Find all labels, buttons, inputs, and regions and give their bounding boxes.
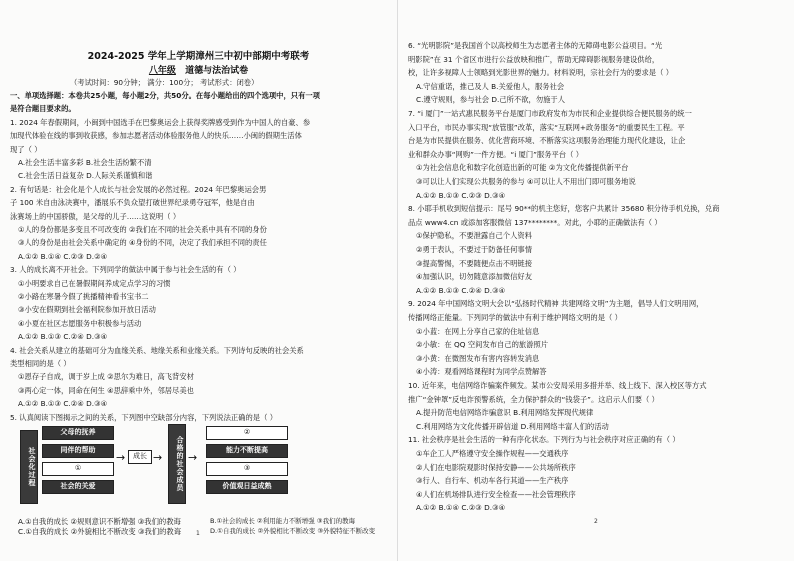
text-line: 加现代体验在线的事到收获感，参加志愿者活动体验服务他人的快乐……小闽的假期生活体	[10, 131, 302, 141]
text-line: 类型相同的是（ ）	[10, 359, 71, 368]
text-line: ①为社会信息化和数字化创造出新的可能 ②为文化传播提供新平台	[416, 163, 629, 173]
text-line: A.社会生活丰富多彩 B.社会生活纷繁不清	[18, 158, 152, 167]
text-line: ②人们在电影院观影时保持安静——公共场所秩序	[416, 462, 576, 472]
text-line: ④人们在机场排队进行安全检查——社会管理秩序	[416, 489, 576, 499]
text-line: ①车企工人严格遵守安全操作规程——交通秩序	[416, 449, 569, 458]
text-line: ③可以让人们实现公共服务的参与 ④可以让人不用出门即可服务地说	[416, 177, 636, 186]
diagram-box-ability: 能力不断提高	[206, 444, 288, 458]
text-line: 入口平台，市民办事实现“放管服”改革，落实“互联网+政务服务”的重要民生工程。平	[408, 122, 685, 132]
answer-option: D.①自我的成长 ②外貌相比不断改变 ③外貌特征不断改变	[210, 527, 376, 535]
diagram-box-society: 社会的关爱	[42, 480, 114, 494]
exam-title: 2024-2025 学年上学期漳州三中初中部期中考联考	[87, 51, 310, 62]
text-line: 7. “i 厦门”一站式惠民服务平台是厦门市政府发布为市民和企业提供综合便民服务的统一	[408, 109, 692, 118]
text-line: A.①② B.①③ C.②③ D.③④	[416, 190, 506, 200]
text-line: A.①② B.①④ C.②③ D.②④	[18, 251, 108, 261]
text-line: 校，让许多视障人士领略到光影世界的魅力。材料说明，宗社会行为的要求是（ ）	[408, 68, 674, 78]
text-line: 业和群众办事“网购”一件方便。“i 厦门”服务平台（ ）	[408, 149, 584, 159]
text-line: ①人的身份都是多变且不可改变的 ②我们在不同的社会关系中具有不同的身份	[18, 225, 267, 234]
text-line: ③行人、自行车、机动车各行其道——生产秩序	[416, 476, 569, 486]
text-line: 10. 近年来，电信网络诈骗案件频发。某市公安局采用多措并举、线上线下、深入校区等方式	[408, 381, 707, 390]
text-line: A.①② B.①③ C.②④ D.③④	[416, 285, 506, 295]
text-line: 11. 社会秩序是社会生活的一种有序化状态。下列行为与社会秩序对应正确的有（ ）	[408, 435, 680, 445]
text-line: 是符合题目要求的。	[10, 104, 76, 114]
text-line: 现了（ ）	[10, 144, 42, 154]
question-5-diagram	[20, 424, 380, 512]
text-line: ①保护隐私，不要泄露自己个人资料	[416, 231, 532, 241]
diagram-growth-label: 成长	[128, 450, 152, 464]
page-number: 1	[196, 530, 200, 537]
diagram-box-blank-3: ③	[206, 462, 288, 476]
text-line: ②小路在寒暑今假了挑播精神看书宝书二	[18, 292, 149, 301]
text-line: A.提升防范电信网络诈骗意识 B.利用网络发挥现代规律	[416, 408, 594, 418]
subject-label: 道德与法治试卷	[185, 66, 249, 76]
text-line: C.遵守规则，参与社会 D.己所不欲，勿施于人	[416, 95, 566, 105]
text-line: ①小明要求自己在暑假期间养成定点学习的习惯	[18, 278, 171, 288]
text-line: 9. 2024 年中国网络文明大会以“弘扬时代精神 共建网络文明”为主题，倡导人们文明用网，	[408, 299, 704, 309]
arrow-right-icon: →	[153, 451, 163, 464]
diagram-box-peers: 同伴的帮助	[42, 444, 114, 458]
text-line: 子 100 米自由泳决赛中，潘展乐不负众望打破世界纪录勇夺冠军，他是自由	[10, 198, 255, 208]
text-line: ③小安在假期到社会福利院参加开放日活动	[18, 305, 156, 315]
text-line: ④加强认识，切勿随意添加微信好友	[416, 272, 532, 282]
text-line: 1. 2024 年春假期间，小闽到中国选手在巴黎奥运会上获得奖牌感受到作为中国人的自豪、参	[10, 117, 311, 127]
text-line: ③两心定一体，同命在何生 ④思辞乘中外，邻居尽美也	[18, 385, 194, 395]
text-line: ④小夏在社区志愿服务中积极参与活动	[18, 318, 142, 328]
text-line: 5. 认真阅读下图揭示之间的关系，下列图中空缺部分内容，下列说法正确的是（ ）	[10, 412, 277, 422]
diagram-box-blank-1: ①	[42, 462, 114, 476]
text-line: C.社会生活日益复杂 D.人际关系谨慎和谐	[18, 171, 153, 181]
text-line: 明影院”在 31 个省区市进行公益放映和推广，帮助无障碍影视服务建设供给，	[408, 54, 660, 64]
text-line: 传播网络正能量。下列同学的做法中有利于维护网络文明的是（ ）	[408, 313, 622, 322]
text-line: ③小黄：在微图发布有害内容转发消息	[416, 353, 540, 363]
page-number: 2	[594, 518, 598, 525]
diagram-box-blank-2: ②	[206, 426, 288, 440]
diagram-box-parents: 父母的抚养	[42, 426, 114, 440]
text-line: A.①② B.①③ C.②④ D.③④	[18, 399, 108, 409]
text-line: ③提高警惕，不要随便点击不明链接	[416, 258, 532, 268]
text-line: 8. 小耶手机收到短信提示：尾号 90**的机主您好，您客户共累计 35680 积分待手机兑换，兑商	[408, 204, 720, 214]
arrow-right-icon: →	[116, 451, 126, 464]
answer-option: A.①自我的成长 ②规则意识不断增强 ③我们的教诲	[18, 517, 181, 526]
exam-info: （考试时间：90分钟； 满分：100分； 考试形式：闭卷）	[70, 78, 259, 87]
text-line: 推广“金钟罩”反电诈预警系统，全力保护群众的“钱袋子”。这启示人们要（ ）	[408, 394, 659, 404]
text-line: 泳赛场上的中国骄傲，是父母的儿子……这说明（ ）	[10, 211, 181, 221]
text-line: ②勇于表认，不要过于防备任何事情	[416, 245, 532, 254]
text-line: 4. 社会关系从建立的基础可分为血缘关系、地缘关系和业缘关系。下列诗句反映的社会关系	[10, 345, 304, 355]
text-line: 3. 人的成长离不开社会。下列同学的做法中属于参与社会生活的有（ ）	[10, 265, 241, 275]
text-line: 一、单项选择题：本卷共25小题，每小题2分，共50分。在每小题给出的四个选项中，只有一项	[10, 91, 320, 100]
diagram-box-values: 价值观日益成熟	[206, 480, 288, 494]
diagram-qualified-member-label: 合格的社会成员	[168, 424, 186, 504]
grade-label: 八年级	[148, 66, 176, 76]
text-line: 品点 www4.cn 或添加客服微信 137********。对此，小耶的正确做法有（ ）	[408, 217, 662, 227]
answer-option: C.①自我的成长 ②外貌相比不断改变 ③我们的教诲	[18, 527, 182, 536]
text-line: A.守信重诺，推己及人 B.关爱他人，服务社会	[416, 81, 565, 91]
text-line: 6. “光明影院”是我国首个以高校师生为志愿者主体的无障碍电影公益项目。“光	[408, 41, 663, 50]
text-line: C.利用网络为文化传播开辟信道 D.利用网络丰富人们的活动	[416, 421, 609, 431]
page-right	[397, 0, 794, 561]
arrow-right-icon: →	[188, 451, 198, 464]
text-line: ④小涛：观看网络课程时为同学点赞解答	[416, 367, 547, 377]
text-line: ③人的身份是由社会关系中确定的 ④身份的不同，决定了我们承担不同的责任	[18, 238, 267, 248]
text-line: ①小蓝：在网上分享自己家的住址信息	[416, 326, 540, 336]
exam-subtitle	[0, 63, 397, 76]
answer-option: B.①社会的成长 ②利用能力不断增强 ③我们的教诲	[210, 517, 356, 525]
text-line: 台是为市民提供在服务、优化营商环境、不断落实这项服务治理能力现代化建设，让企	[408, 136, 686, 146]
text-line: ②小敏：在 QQ 空间发布自己的旅游照片	[416, 340, 549, 350]
text-line: ①恩存子自成，调于岁上成 ②思尔为难日，高飞背安材	[18, 372, 194, 382]
diagram-socialization-label: 社会化过程	[20, 430, 38, 504]
text-line: A.①② B.①③ C.②④ D.③④	[18, 332, 108, 342]
text-line: 2. 有句话是：社会化是个人成长与社会发展的必然过程。2024 年巴黎奥运会男	[10, 184, 267, 194]
text-line: A.①② B.①④ C.②③ D.③④	[416, 503, 506, 513]
